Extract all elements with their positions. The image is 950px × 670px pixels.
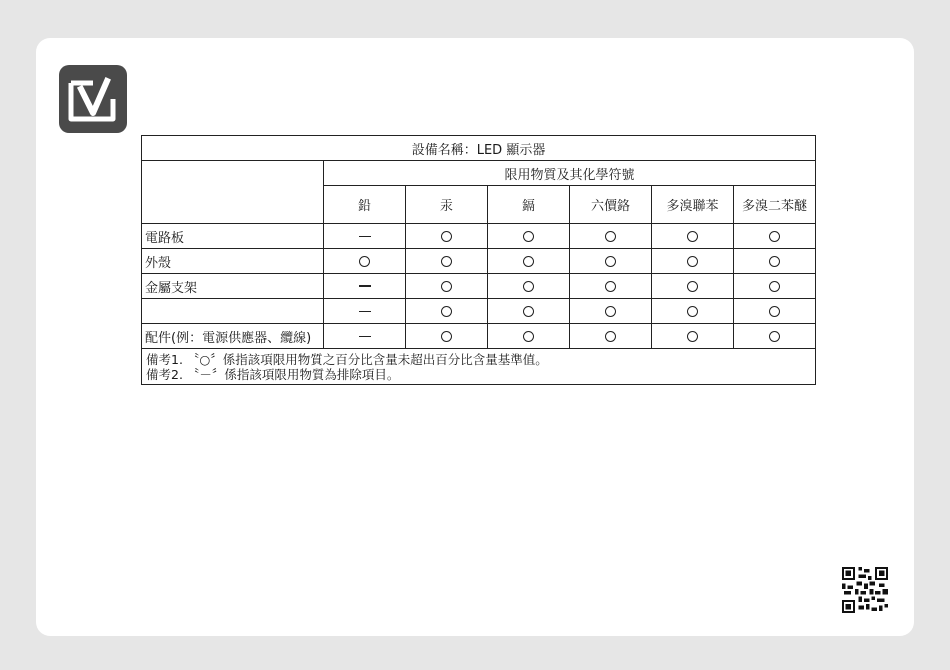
restricted-substances-table	[141, 135, 816, 385]
row-label: 配件(例：電源供應器、纜線)	[142, 324, 324, 349]
substance-cell	[570, 249, 652, 274]
substance-cell	[406, 224, 488, 249]
substance-cell	[324, 249, 406, 274]
column-header: 多溴聯苯	[652, 186, 734, 224]
substance-cell	[488, 224, 570, 249]
circle-mark-icon	[359, 256, 370, 267]
substance-cell	[652, 249, 734, 274]
table-row	[142, 224, 816, 249]
substance-cell	[406, 274, 488, 299]
circle-mark-icon	[687, 331, 698, 342]
circle-mark-icon	[605, 231, 616, 242]
circle-mark-icon	[605, 256, 616, 267]
row-label: 電路板	[142, 224, 324, 249]
qr-code-icon	[842, 567, 888, 613]
column-header: 汞	[406, 186, 488, 224]
substance-cell	[324, 299, 406, 324]
substance-cell	[734, 324, 816, 349]
substance-cell	[324, 324, 406, 349]
notes-row	[142, 349, 816, 385]
substance-cell	[734, 249, 816, 274]
table-title-row	[142, 136, 816, 161]
substance-cell	[652, 224, 734, 249]
substance-cell	[488, 299, 570, 324]
table-row	[142, 249, 816, 274]
circle-mark-icon	[523, 256, 534, 267]
substance-cell	[406, 324, 488, 349]
circle-mark-icon	[605, 331, 616, 342]
circle-mark-icon	[441, 256, 452, 267]
substance-cell	[570, 274, 652, 299]
table-title: 設備名稱：LED 顯示器	[142, 136, 816, 161]
circle-mark-icon	[441, 331, 452, 342]
circle-mark-icon	[687, 281, 698, 292]
table-row	[142, 324, 816, 349]
column-header: 鎘	[488, 186, 570, 224]
substance-cell	[488, 274, 570, 299]
table-group-header-row	[142, 161, 816, 186]
column-header: 鉛	[324, 186, 406, 224]
dash-mark-icon	[359, 311, 371, 312]
substance-cell	[734, 274, 816, 299]
circle-mark-icon	[605, 281, 616, 292]
substance-cell	[652, 274, 734, 299]
notes-cell	[142, 349, 816, 385]
circle-mark-icon	[769, 306, 780, 317]
column-header: 多溴二苯醚	[734, 186, 816, 224]
row-label: 金屬支架	[142, 274, 324, 299]
substance-cell	[570, 299, 652, 324]
dash-mark-icon	[359, 285, 371, 287]
circle-mark-icon	[769, 331, 780, 342]
substance-cell	[324, 274, 406, 299]
circle-mark-icon	[441, 231, 452, 242]
substance-cell	[652, 299, 734, 324]
circle-mark-icon	[687, 256, 698, 267]
circle-mark-icon	[605, 306, 616, 317]
substance-cell	[570, 224, 652, 249]
circle-mark-icon	[523, 331, 534, 342]
substance-cell	[652, 324, 734, 349]
substance-cell	[488, 324, 570, 349]
rohs-check-logo-icon	[59, 65, 127, 133]
document-card	[36, 38, 914, 636]
table-row	[142, 299, 816, 324]
note-2: 備考2. 〝－〞係指該項限用物質為排除項目。	[146, 366, 400, 382]
substance-cell	[406, 299, 488, 324]
table-row	[142, 274, 816, 299]
unit-header-cell	[142, 161, 324, 224]
substance-cell	[324, 224, 406, 249]
circle-mark-icon	[523, 306, 534, 317]
dash-mark-icon	[359, 236, 371, 237]
substance-cell	[570, 324, 652, 349]
circle-mark-icon	[769, 256, 780, 267]
circle-mark-icon	[687, 306, 698, 317]
note-1: 備考1. 〝○〞係指該項限用物質之百分比含量未超出百分比含量基準值。	[146, 351, 548, 367]
substance-cell	[488, 249, 570, 274]
circle-mark-icon	[523, 281, 534, 292]
substance-cell	[734, 299, 816, 324]
substances-group-header: 限用物質及其化學符號	[324, 161, 816, 186]
circle-mark-icon	[769, 281, 780, 292]
substance-cell	[734, 224, 816, 249]
row-label: 外殼	[142, 249, 324, 274]
column-header: 六價鉻	[570, 186, 652, 224]
substance-cell	[406, 249, 488, 274]
circle-mark-icon	[441, 306, 452, 317]
circle-mark-icon	[687, 231, 698, 242]
circle-mark-icon	[441, 281, 452, 292]
row-label	[142, 299, 324, 324]
circle-mark-icon	[523, 231, 534, 242]
dash-mark-icon	[359, 336, 371, 337]
circle-mark-icon	[769, 231, 780, 242]
